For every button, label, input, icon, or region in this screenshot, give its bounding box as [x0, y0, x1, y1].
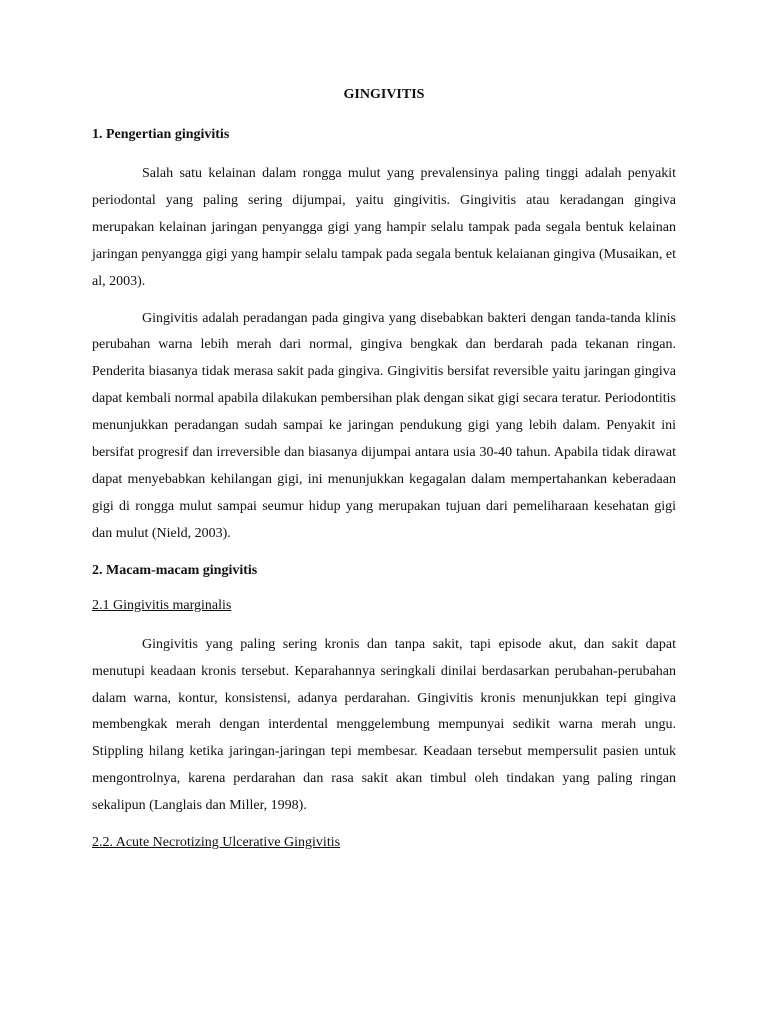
subsection-heading-marginalis: 2.1 Gingivitis marginalis: [92, 597, 232, 613]
paragraph-definition-2: Gingivitis adalah peradangan pada gingiva yang disebabkan bakteri dengan tanda-tanda klinis perubahan warna lebih merah dari normal, gingiva bengkak dan berdarah pada tekanan ringan. Penderita biasanya tidak merasa sakit pada gingiva. Gingivitis bersifat reversible yaitu jaringan gingiva dapat kembali normal apabila dilakukan pembersihan plak dengan sikat gigi secara teratur. Periodontitis menunjukkan peradangan sudah sampai ke jaringan pendukung gigi yang lebih dalam. Penyakit ini bersifat progresif dan irreversible dan biasanya dijumpai antara usia 30-40 tahun. Apabila tidak dirawat dapat menyebabkan kehilangan gigi, ini menunjukkan kegagalan dalam mempertahankan keberadaan gigi di rongga mulut sampai seumur hidup yang merupakan tujuan dari pemeliharaan kesehatan gigi dan mulut (Nield, 2003).: [92, 310, 676, 541]
section-heading-pengertian: 1. Pengertian gingivitis: [92, 127, 230, 142]
document-title: GINGIVITIS: [343, 87, 425, 102]
paragraph-marginalis: Gingivitis yang paling sering kronis dan tanpa sakit, tapi episode akut, dan sakit dapat menutupi keadaan kronis tersebut. Keparahannya seringkali dinilai berdasarkan perubahan-perubahan dalam warna, kontur, konsistensi, adanya perdarahan. Gingivitis kronis menunjukkan tepi gingiva membengkak merah dengan interdental menggelembung mempunyai sedikit warna merah ungu. Stippling hilang ketika jaringan-jaringan tepi membesar. Keadaan tersebut mempersulit pasien untuk mengontrolnya, karena perdarahan dan rasa sakit akan timbul oleh tindakan yang paling ringan sekalipun (Langlais dan Miller, 1998).: [92, 636, 676, 814]
subsection-heading-anug: 2.2. Acute Necrotizing Ulcerative Gingivitis: [92, 835, 341, 851]
paragraph-definition-1: Salah satu kelainan dalam rongga mulut yang prevalensinya paling tinggi adalah penyakit periodontal yang paling sering dijumpai, yaitu gingivitis. Gingivitis atau keradangan gingiva merupakan kelainan jaringan penyangga gigi yang hampir selalu tampak pada segala bentuk kelainan jaringan penyangga gigi yang hampir selalu tampak pada segala bentuk kelaianan gingiva (Musaikan, et al, 2003).: [92, 166, 676, 289]
document-body: [92, 86, 676, 869]
section-heading-macam: 2. Macam-macam gingivitis: [92, 562, 258, 578]
